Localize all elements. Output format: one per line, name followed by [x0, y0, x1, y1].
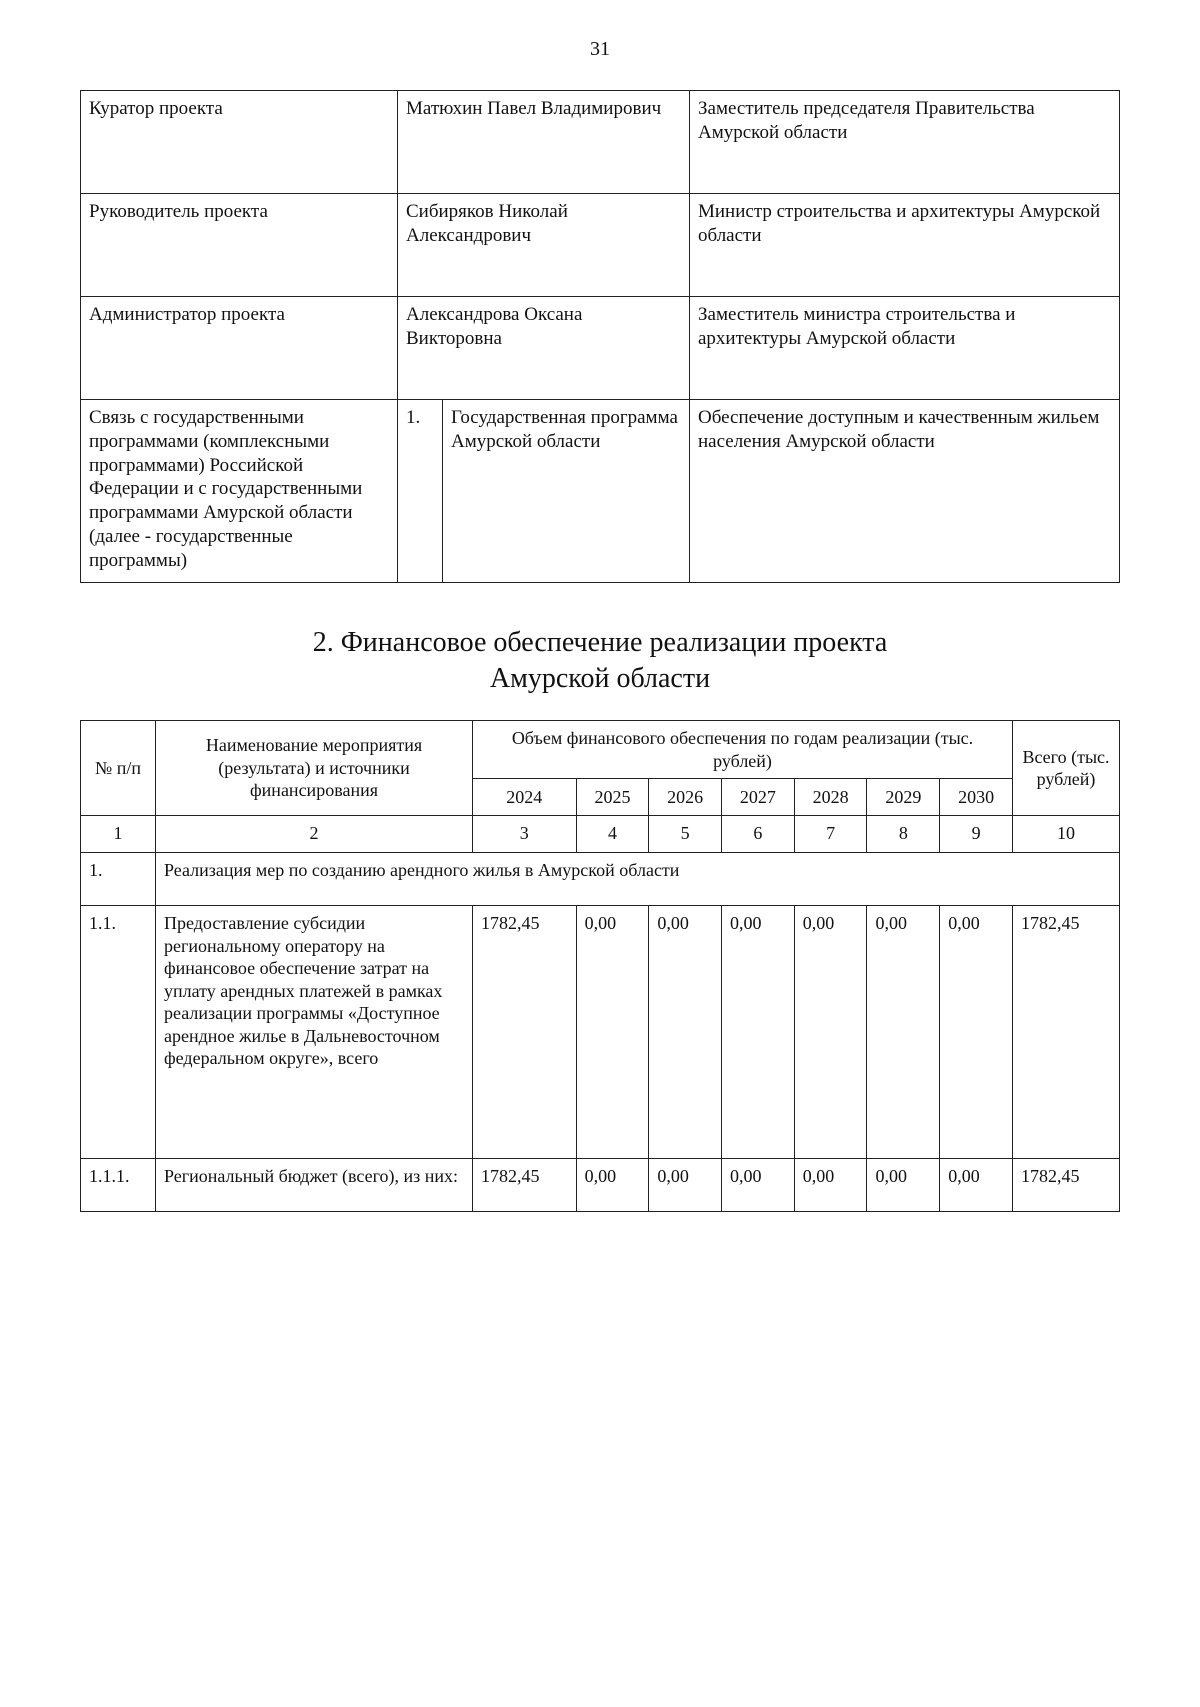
year-value: 0,00 — [649, 1159, 722, 1212]
info-role: Министр строительства и архитектуры Амурской области — [690, 194, 1120, 297]
total-value: 1782,45 — [1013, 906, 1120, 1159]
year-value: 0,00 — [722, 906, 795, 1159]
year-value: 0,00 — [794, 906, 867, 1159]
header-years-group: Объем финансового обеспечения по годам реализации (тыс. рублей) — [473, 721, 1013, 779]
column-number: 7 — [794, 816, 867, 853]
info-label: Куратор проекта — [81, 91, 398, 194]
header-year: 2025 — [576, 779, 649, 816]
section-title: Реализация мер по созданию арендного жилья в Амурской области — [156, 853, 1120, 906]
year-value: 0,00 — [794, 1159, 867, 1212]
row-name: Региональный бюджет (всего), из них: — [156, 1159, 473, 1212]
info-role: Заместитель председателя Правительства Амурской области — [690, 91, 1120, 194]
column-number: 5 — [649, 816, 722, 853]
info-label: Связь с государственными программами (комплексными программами) Российской Федерации и с государственными программами Амурской области (далее - государственные программы) — [81, 400, 398, 583]
header-total: Всего (тыс. рублей) — [1013, 721, 1120, 816]
header-year: 2030 — [940, 779, 1013, 816]
info-person: Матюхин Павел Владимирович — [398, 91, 690, 194]
table-row — [81, 91, 1120, 194]
column-number: 4 — [576, 816, 649, 853]
info-role: Заместитель министра строительства и архитектуры Амурской области — [690, 297, 1120, 400]
section-heading-line: Амурской области — [489, 663, 711, 695]
year-value: 0,00 — [940, 906, 1013, 1159]
table-row — [81, 297, 1120, 400]
row-name: Предоставление субсидии региональному оператору на финансовое обеспечение затрат на уплату арендных платежей в рамках реализации программы «Доступное арендное жилье в Дальневосточном федеральном округе», всего — [156, 906, 473, 1159]
row-number: 1. — [81, 853, 156, 906]
info-role: Обеспечение доступным и качественным жильем населения Амурской области — [690, 400, 1120, 583]
table-row — [81, 1159, 1120, 1212]
table-row — [81, 194, 1120, 297]
header-name: Наименование мероприятия (результата) и источники финансирования — [156, 721, 473, 816]
year-value: 0,00 — [722, 1159, 795, 1212]
table-section-row — [81, 853, 1120, 906]
header-year: 2028 — [794, 779, 867, 816]
table-header-row — [81, 721, 1120, 779]
year-value: 1782,45 — [473, 1159, 577, 1212]
column-number: 8 — [867, 816, 940, 853]
year-value: 0,00 — [867, 1159, 940, 1212]
section-heading — [0, 625, 1200, 698]
column-number: 6 — [722, 816, 795, 853]
table-row — [81, 400, 1120, 583]
row-number: 1.1. — [81, 906, 156, 1159]
table-numbering-row — [81, 816, 1120, 853]
total-value: 1782,45 — [1013, 1159, 1120, 1212]
info-person: Сибиряков Николай Александрович — [398, 194, 690, 297]
header-year: 2024 — [473, 779, 577, 816]
header-year: 2027 — [722, 779, 795, 816]
info-person: Государственная программа Амурской области — [443, 400, 690, 583]
finance-table — [80, 720, 1120, 1212]
column-number: 2 — [156, 816, 473, 853]
table-row — [81, 906, 1120, 1159]
info-label: Администратор проекта — [81, 297, 398, 400]
column-number: 9 — [940, 816, 1013, 853]
header-no: № п/п — [81, 721, 156, 816]
page-number: 31 — [590, 38, 610, 60]
column-number: 1 — [81, 816, 156, 853]
header-year: 2029 — [867, 779, 940, 816]
info-number: 1. — [398, 400, 443, 583]
section-heading-line: 2. Финансовое обеспечение реализации проекта — [312, 627, 888, 658]
year-value: 1782,45 — [473, 906, 577, 1159]
info-person: Александрова Оксана Викторовна — [398, 297, 690, 400]
project-info-table — [80, 90, 1120, 583]
year-value: 0,00 — [867, 906, 940, 1159]
row-number: 1.1.1. — [81, 1159, 156, 1212]
info-label: Руководитель проекта — [81, 194, 398, 297]
column-number: 3 — [473, 816, 577, 853]
year-value: 0,00 — [576, 906, 649, 1159]
year-value: 0,00 — [649, 906, 722, 1159]
year-value: 0,00 — [576, 1159, 649, 1212]
header-year: 2026 — [649, 779, 722, 816]
year-value: 0,00 — [940, 1159, 1013, 1212]
column-number: 10 — [1013, 816, 1120, 853]
